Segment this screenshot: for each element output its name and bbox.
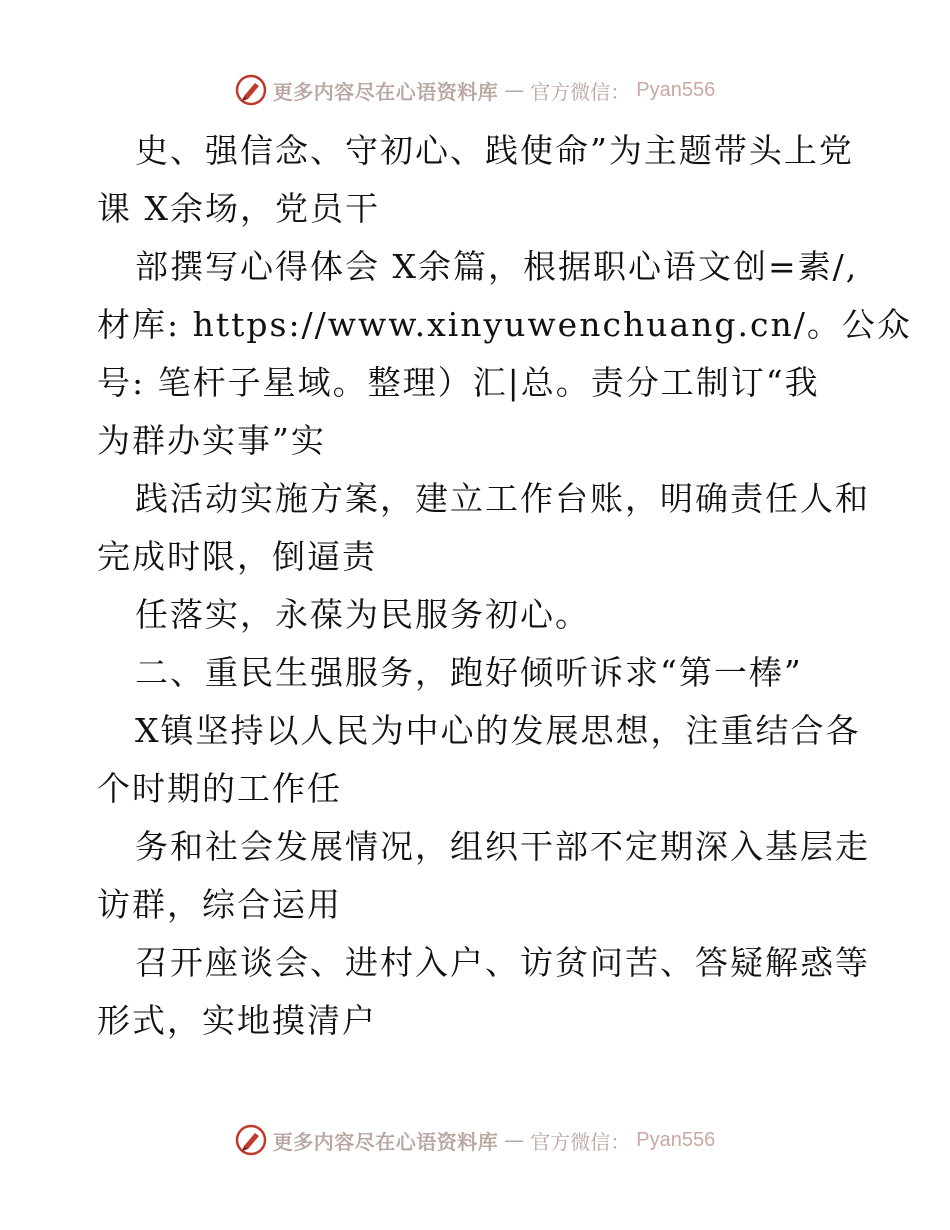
body-line-11: X镇坚持以人民为中心的发展思想，注重结合各: [135, 711, 861, 750]
body-line-1: 史、强信念、守初心、践使命”为主题带头上党: [135, 131, 854, 170]
body-line-12: 个时期的工作任: [97, 769, 342, 808]
body-line-3: 部撰写心得体会 X余篇，根据职心语文创=素/,: [135, 247, 859, 286]
header-watermark: [0, 72, 950, 108]
watermark-dash: —: [504, 1128, 525, 1152]
body-line-9: 任落实，永葆为民服务初心。: [135, 595, 590, 634]
watermark-wechat-label: 官方微信：: [530, 1129, 631, 1154]
footer-watermark: [0, 1122, 950, 1158]
body-line-15: 召开座谈会、进村入户、访贫问苦、答疑解惑等: [135, 943, 870, 982]
watermark-wechat-id: Pyan556: [636, 78, 716, 101]
body-line-16: 形式，实地摸清户: [97, 1001, 377, 1040]
body-line-7: 践活动实施方案，建立工作台账，明确责任人和: [135, 479, 870, 518]
section-heading: 二、重民生强服务，跑好倾听诉求“第一棒”: [135, 653, 803, 692]
body-line-6: 为群办实事”实: [97, 421, 326, 460]
watermark-text: 更多内容尽在心语资料库: [272, 1129, 499, 1154]
body-line-5: 号: 笔杆子星域。整理）汇|总。责分工制订“我: [97, 363, 820, 402]
watermark-wechat-id: Pyan556: [636, 1128, 716, 1151]
watermark-text: 更多内容尽在心语资料库: [272, 79, 499, 104]
pen-seal-logo-icon: [235, 74, 267, 106]
body-line-14: 访群，综合运用: [97, 885, 342, 924]
body-line-4: 材库: https://www.xinyuwenchuang.cn/。公众: [97, 305, 912, 344]
body-line-8: 完成时限，倒逼责: [97, 537, 377, 576]
body-line-13: 务和社会发展情况，组织干部不定期深入基层走: [135, 827, 870, 866]
watermark-wechat-label: 官方微信：: [530, 79, 631, 104]
document-body: [97, 122, 912, 1050]
body-line-2: 课 X余场，党员干: [97, 189, 380, 228]
watermark-dash: —: [504, 78, 525, 102]
pen-seal-logo-icon: [235, 1124, 267, 1156]
